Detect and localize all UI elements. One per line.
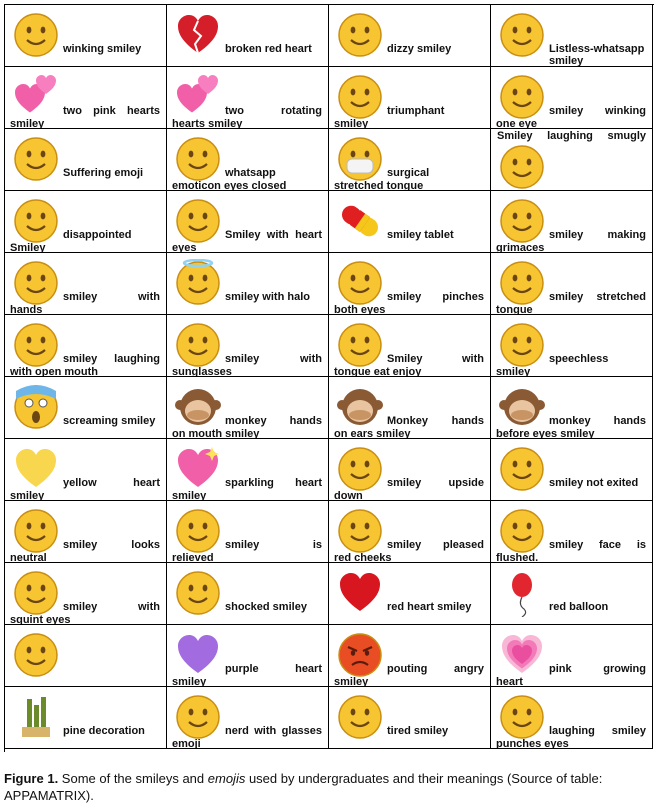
table-cell [167, 563, 329, 625]
unamused-smiley-icon [498, 445, 546, 493]
label-line-1: pouting angry [387, 663, 484, 675]
emoji-meaning-label [172, 725, 322, 749]
emoji-meaning-label [496, 353, 646, 377]
table-cell [5, 253, 167, 315]
disappointed-smiley-icon [12, 197, 60, 245]
table-cell [329, 67, 491, 129]
emoji-meaning-label [172, 105, 322, 129]
table-cell [5, 687, 167, 749]
label-line-2: smiley [10, 118, 45, 129]
emoji-meaning-label [334, 353, 484, 377]
table-cell [329, 253, 491, 315]
emoji-meaning-label: tired smiley [387, 725, 449, 737]
emoji-meaning-label [10, 477, 160, 501]
squint-eyes-smiley-icon [12, 569, 60, 617]
caption-text-after: used by undergraduates and their meanings (Source of table: APPAMATRIX). [4, 771, 603, 803]
emoji-meaning-label [172, 477, 322, 501]
emoji-meaning-label: smiley with halo [225, 291, 310, 303]
emoji-meaning-label: shocked smiley [225, 601, 307, 613]
label-line-2: Smiley [10, 242, 46, 253]
emoji-meaning-label: Suffering emoji [63, 167, 144, 179]
surgical-mask-smiley-icon [336, 135, 384, 183]
table-cell [491, 253, 653, 315]
table-cell [491, 687, 653, 749]
table-cell [5, 377, 167, 439]
label-line-1: two rotating [225, 105, 322, 117]
table-cell [5, 501, 167, 563]
table-cell [491, 129, 653, 191]
label-line-1: monkey hands [549, 415, 646, 427]
label-line-1: surgical [387, 167, 430, 179]
label-line-2: smiley [10, 490, 45, 501]
laughing-punches-eyes-smiley-icon [498, 693, 546, 741]
label-line-2: smiley [334, 118, 369, 129]
table-cell [329, 625, 491, 687]
emoji-meaning-label: screaming smiley [63, 415, 156, 427]
label-line-1: Smiley with heart [225, 229, 322, 241]
dizzy-smiley-icon [336, 11, 384, 59]
table-cell [5, 191, 167, 253]
label-line-1: nerd with glasses [225, 725, 322, 737]
table-cell [167, 191, 329, 253]
table-cell [167, 625, 329, 687]
smirking-smiley-icon [498, 143, 546, 191]
pouting-angry-smiley-icon [336, 631, 384, 679]
growing-pink-heart-icon [498, 631, 546, 679]
label-line-1: sparkling heart [225, 477, 322, 489]
hear-no-evil-monkey-icon [336, 383, 384, 431]
emoji-meaning-label [10, 539, 160, 563]
open-mouth-laughing-smiley-icon [12, 321, 60, 369]
label-line-1: smiley with [63, 291, 160, 303]
label-line-1: smiley is [225, 539, 322, 551]
label-line-1: Smiley laughing smugly [497, 130, 646, 142]
label-line-2: down [334, 490, 363, 501]
label-line-1: smiley winking [549, 105, 646, 117]
label-line-2: eyes [172, 242, 197, 253]
emoji-meaning-label [10, 105, 160, 129]
emoji-meaning-label [496, 539, 646, 563]
table-cell [5, 129, 167, 191]
yummy-smiley-icon [336, 321, 384, 369]
winking-smiley-icon [12, 11, 60, 59]
blushing-smiley-icon [336, 507, 384, 555]
label-line-2: before eyes smiley [496, 428, 595, 439]
table-cell [5, 439, 167, 501]
table-cell [329, 563, 491, 625]
red-balloon-icon [498, 569, 546, 617]
emoji-meaning-label [334, 291, 484, 315]
label-line-2: punches eyes [496, 738, 569, 749]
see-no-evil-monkey-icon [498, 383, 546, 431]
emoji-meaning-label [172, 539, 322, 563]
two-rotating-hearts-icon [174, 73, 222, 121]
squinting-tongue-smiley-icon [336, 259, 384, 307]
emoji-meaning-label [496, 725, 646, 749]
emoji-meaning-label [172, 415, 322, 439]
table-cell [491, 501, 653, 563]
emoji-meaning-label [172, 167, 322, 191]
label-line-2: squint eyes [10, 614, 71, 625]
table-cell [491, 315, 653, 377]
emoji-meaning-label: pine decoration [63, 725, 145, 737]
label-line-2: smiley [334, 676, 369, 687]
emoji-meaning-table [4, 4, 654, 752]
table-cell [167, 67, 329, 129]
label-line-2: hearts smiley [172, 118, 243, 129]
relieved-smiley-icon [174, 507, 222, 555]
table-cell [167, 5, 329, 67]
label-line-1: smiley pleased [387, 539, 484, 551]
figure-label: Figure 1. [4, 771, 59, 786]
label-line-1: Monkey hands [387, 415, 484, 427]
table-cell [329, 5, 491, 67]
table-cell [5, 625, 167, 687]
label-line-2: heart [496, 676, 523, 687]
label-line-1: smiley making [549, 229, 646, 241]
emoji-meaning-label: smiley not exited [549, 477, 639, 489]
red-heart-icon [336, 569, 384, 617]
emoji-meaning-label [10, 601, 160, 625]
label-line-2: smiley [172, 490, 207, 501]
emoji-meaning-label [172, 663, 322, 687]
label-line-1: pink growing [549, 663, 646, 675]
two-pink-hearts-icon [12, 73, 60, 121]
label-line-2: hands [10, 304, 43, 315]
table-cell [491, 439, 653, 501]
upside-down-smiley-icon [336, 445, 384, 493]
emoji-meaning-label [496, 415, 646, 439]
speak-no-evil-monkey-icon [174, 383, 222, 431]
label-line-2: on mouth smiley [172, 428, 260, 439]
caption-text-before: Some of the smileys and [58, 771, 208, 786]
label-line-2: with open mouth [10, 366, 98, 377]
label-line-1: smiley upside [387, 477, 484, 489]
table-cell [491, 5, 653, 67]
label-line-2: smiley [172, 676, 207, 687]
confused-smiley-icon [12, 631, 60, 679]
label-line-2: emoji [172, 738, 201, 749]
emoji-meaning-label [10, 291, 160, 315]
label-line-1: two pink hearts [63, 105, 160, 117]
shocked-smiley-icon [174, 569, 222, 617]
emoji-meaning-label [496, 663, 646, 687]
table-cell [167, 687, 329, 749]
winking-tongue-smiley-icon [498, 73, 546, 121]
hugging-smiley-icon [12, 259, 60, 307]
emoji-meaning-label: winking smiley [63, 43, 142, 55]
label-line-1: smiley laughing [63, 353, 160, 365]
listless-smiley-icon [498, 11, 546, 59]
table-cell [491, 563, 653, 625]
table-cell [329, 315, 491, 377]
table-cell [167, 129, 329, 191]
table-cell [167, 315, 329, 377]
halo-smiley-icon [174, 259, 222, 307]
emoji-meaning-label: smiley tablet [387, 229, 454, 241]
emoji-meaning-label [334, 167, 484, 191]
figure-caption [4, 770, 656, 804]
table-cell [491, 377, 653, 439]
table-cell [167, 501, 329, 563]
label-line-1: triumphant [387, 105, 445, 117]
label-line-2: neutral [10, 552, 47, 563]
neutral-smiley-icon [12, 507, 60, 555]
tired-smiley-icon [336, 693, 384, 741]
table-cell [5, 5, 167, 67]
label-line-2: red cheeks [334, 552, 392, 563]
label-line-2: tongue [496, 304, 533, 315]
suffering-emoji-icon [12, 135, 60, 183]
table-cell [329, 501, 491, 563]
sunglasses-smiley-icon [174, 321, 222, 369]
emoji-meaning-label [10, 229, 160, 253]
emoji-meaning-label [334, 477, 484, 501]
label-line-1: monkey hands [225, 415, 322, 427]
table-cell [5, 563, 167, 625]
label-line-2: flushed. [496, 552, 539, 563]
label-line-1: smiley face is [549, 539, 646, 551]
label-line-2: grimaces [496, 242, 545, 253]
label-line-2: stretched tongue [334, 180, 424, 191]
table-cell [167, 377, 329, 439]
speechless-smiley-icon [498, 321, 546, 369]
table-cell [329, 687, 491, 749]
label-line-1: smiley with [63, 601, 160, 613]
flushed-smiley-icon [498, 507, 546, 555]
pine-decoration-icon [12, 693, 60, 741]
label-line-2: smiley [496, 366, 531, 377]
label-line-1: speechless [549, 353, 609, 365]
table-cell [167, 439, 329, 501]
emoji-meaning-label [10, 353, 160, 377]
emoji-meaning-label [334, 105, 484, 129]
triumphant-smiley-icon [336, 73, 384, 121]
emoji-meaning-label: red heart smiley [387, 601, 472, 613]
label-line-1: smiley with [225, 353, 322, 365]
emoji-meaning-label [334, 539, 484, 563]
table-cell [329, 439, 491, 501]
pill-icon [336, 197, 384, 245]
label-line-2: tongue eat enjoy [334, 366, 422, 377]
table-cell [491, 191, 653, 253]
tongue-out-smiley-icon [498, 259, 546, 307]
table-cell [329, 129, 491, 191]
label-line-2: both eyes [334, 304, 386, 315]
emoji-meaning-label: Listless-whatsapp smiley [549, 43, 645, 67]
label-line-1: purple heart [225, 663, 322, 675]
emoji-meaning-label [496, 229, 646, 253]
table-cell [491, 625, 653, 687]
label-line-1: disappointed [63, 229, 132, 241]
label-line-1: Smiley with [387, 353, 484, 365]
emoji-meaning-label: red balloon [549, 601, 609, 613]
emoji-meaning-label [496, 291, 646, 315]
table-cell [491, 67, 653, 129]
emoji-meaning-label [172, 353, 322, 377]
label-line-1: smiley stretched [549, 291, 646, 303]
label-line-1: whatsapp [225, 167, 276, 179]
label-line-2: one eye [496, 118, 537, 129]
emoji-meaning-label [496, 105, 646, 129]
emoji-meaning-label [334, 663, 484, 687]
table-cell [329, 377, 491, 439]
screaming-smiley-icon [12, 383, 60, 431]
table-cell [5, 67, 167, 129]
nerd-glasses-smiley-icon [174, 693, 222, 741]
yellow-heart-icon [12, 445, 60, 493]
table-cell [329, 191, 491, 253]
label-line-1: smiley pinches [387, 291, 484, 303]
label-line-2: on ears smiley [334, 428, 411, 439]
whatsapp-eyes-closed-icon [174, 135, 222, 183]
label-line-2: relieved [172, 552, 214, 563]
label-line-1: smiley looks [63, 539, 160, 551]
broken-red-heart-icon [174, 11, 222, 59]
heart-eyes-smiley-icon [174, 197, 222, 245]
emoji-meaning-label [334, 415, 484, 439]
emoji-meaning-label [497, 130, 646, 142]
sparkling-heart-icon [174, 445, 222, 493]
label-line-2: sunglasses [172, 366, 232, 377]
label-line-2: emoticon eyes closed [172, 180, 287, 191]
table-cell [5, 315, 167, 377]
label-line-1: laughing smiley [549, 725, 646, 737]
table-cell [167, 253, 329, 315]
emoji-meaning-label: broken red heart [225, 43, 312, 55]
caption-emphasis: emojis [207, 771, 246, 786]
emoji-meaning-label [172, 229, 322, 253]
label-line-1: yellow heart [63, 477, 160, 489]
grimacing-smiley-icon [498, 197, 546, 245]
purple-heart-icon [174, 631, 222, 679]
emoji-meaning-label: dizzy smiley [387, 43, 452, 55]
